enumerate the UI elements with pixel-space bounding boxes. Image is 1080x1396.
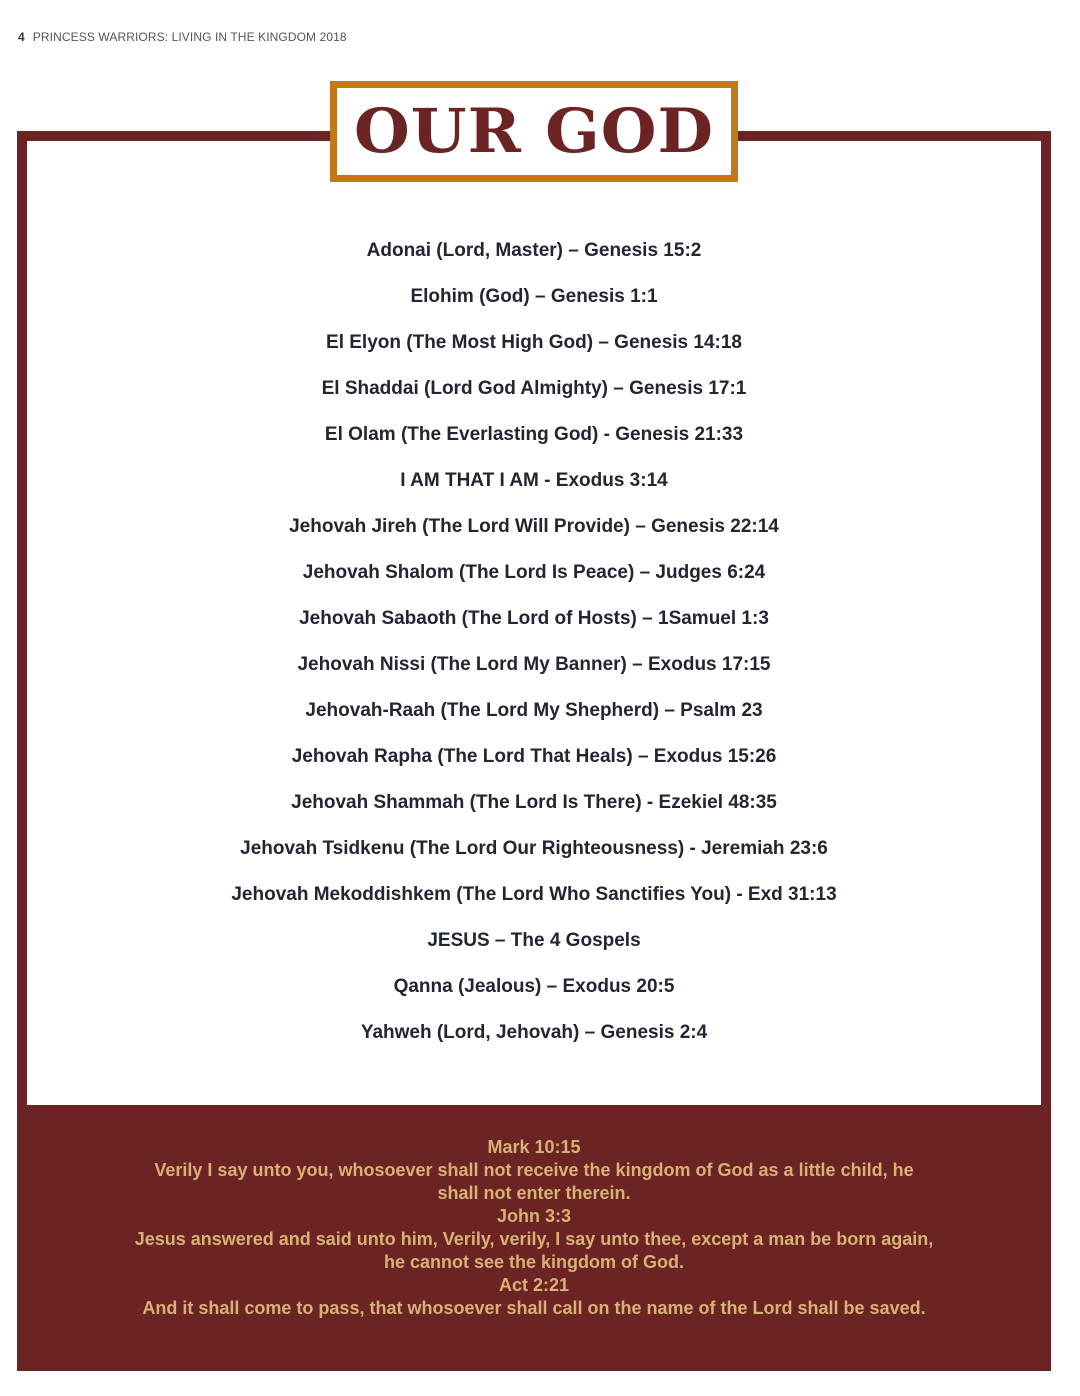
list-item: JESUS – The 4 Gospels bbox=[427, 930, 641, 951]
list-item: Jehovah Jireh (The Lord Will Provide) – Genesis 22:14 bbox=[289, 516, 779, 537]
verse-text: Verily I say unto you, whosoever shall not receive the kingdom of God as a little child, he shall not enter therein. bbox=[154, 1160, 914, 1203]
list-item: I AM THAT I AM - Exodus 3:14 bbox=[400, 470, 668, 491]
verse-reference: Mark 10:15 bbox=[487, 1137, 581, 1157]
list-item: Jehovah Shalom (The Lord Is Peace) – Judges 6:24 bbox=[302, 562, 766, 583]
list-item: Jehovah Nissi (The Lord My Banner) – Exodus 17:15 bbox=[297, 654, 771, 675]
list-item: Jehovah Sabaoth (The Lord of Hosts) – 1Samuel 1:3 bbox=[299, 608, 769, 629]
list-item: Jehovah-Raah (The Lord My Shepherd) – Psalm 23 bbox=[305, 700, 763, 721]
list-item: El Olam (The Everlasting God) - Genesis 21:33 bbox=[324, 424, 744, 445]
list-item: Jehovah Shammah (The Lord Is There) - Ezekiel 48:35 bbox=[291, 792, 777, 813]
list-item: Yahweh (Lord, Jehovah) – Genesis 2:4 bbox=[360, 1022, 708, 1043]
list-item: Elohim (God) – Genesis 1:1 bbox=[410, 286, 658, 307]
title-box bbox=[330, 81, 738, 182]
list-item: Jehovah Rapha (The Lord That Heals) – Exodus 15:26 bbox=[291, 746, 777, 767]
page-number: 4 bbox=[18, 30, 25, 44]
verse-reference: John 3:3 bbox=[496, 1206, 571, 1226]
verse-text: And it shall come to pass, that whosoever shall call on the name of the Lord shall be saved. bbox=[142, 1298, 926, 1318]
list-item: Qanna (Jealous) – Exodus 20:5 bbox=[393, 976, 675, 997]
scripture-footer bbox=[17, 1105, 1051, 1371]
list-item: El Shaddai (Lord God Almighty) – Genesis 17:1 bbox=[321, 378, 747, 399]
verse-text: Jesus answered and said unto him, Verily, verily, I say unto thee, except a man be born again, he cannot see the kingdom of God. bbox=[134, 1229, 934, 1272]
list-item: El Elyon (The Most High God) – Genesis 14:18 bbox=[326, 332, 742, 353]
page-header bbox=[18, 30, 347, 44]
list-item: Jehovah Tsidkenu (The Lord Our Righteousness) - Jeremiah 23:6 bbox=[240, 838, 828, 859]
names-of-god-list bbox=[0, 228, 1068, 1056]
verse-reference: Act 2:21 bbox=[498, 1275, 570, 1295]
publication-title: PRINCESS WARRIORS: LIVING IN THE KINGDOM 2018 bbox=[32, 30, 347, 44]
verses bbox=[17, 1136, 1051, 1320]
page-title: OUR GOD bbox=[354, 95, 714, 168]
list-item: Adonai (Lord, Master) – Genesis 15:2 bbox=[366, 240, 702, 261]
list-item: Jehovah Mekoddishkem (The Lord Who Sanctifies You) - Exd 31:13 bbox=[231, 884, 837, 905]
